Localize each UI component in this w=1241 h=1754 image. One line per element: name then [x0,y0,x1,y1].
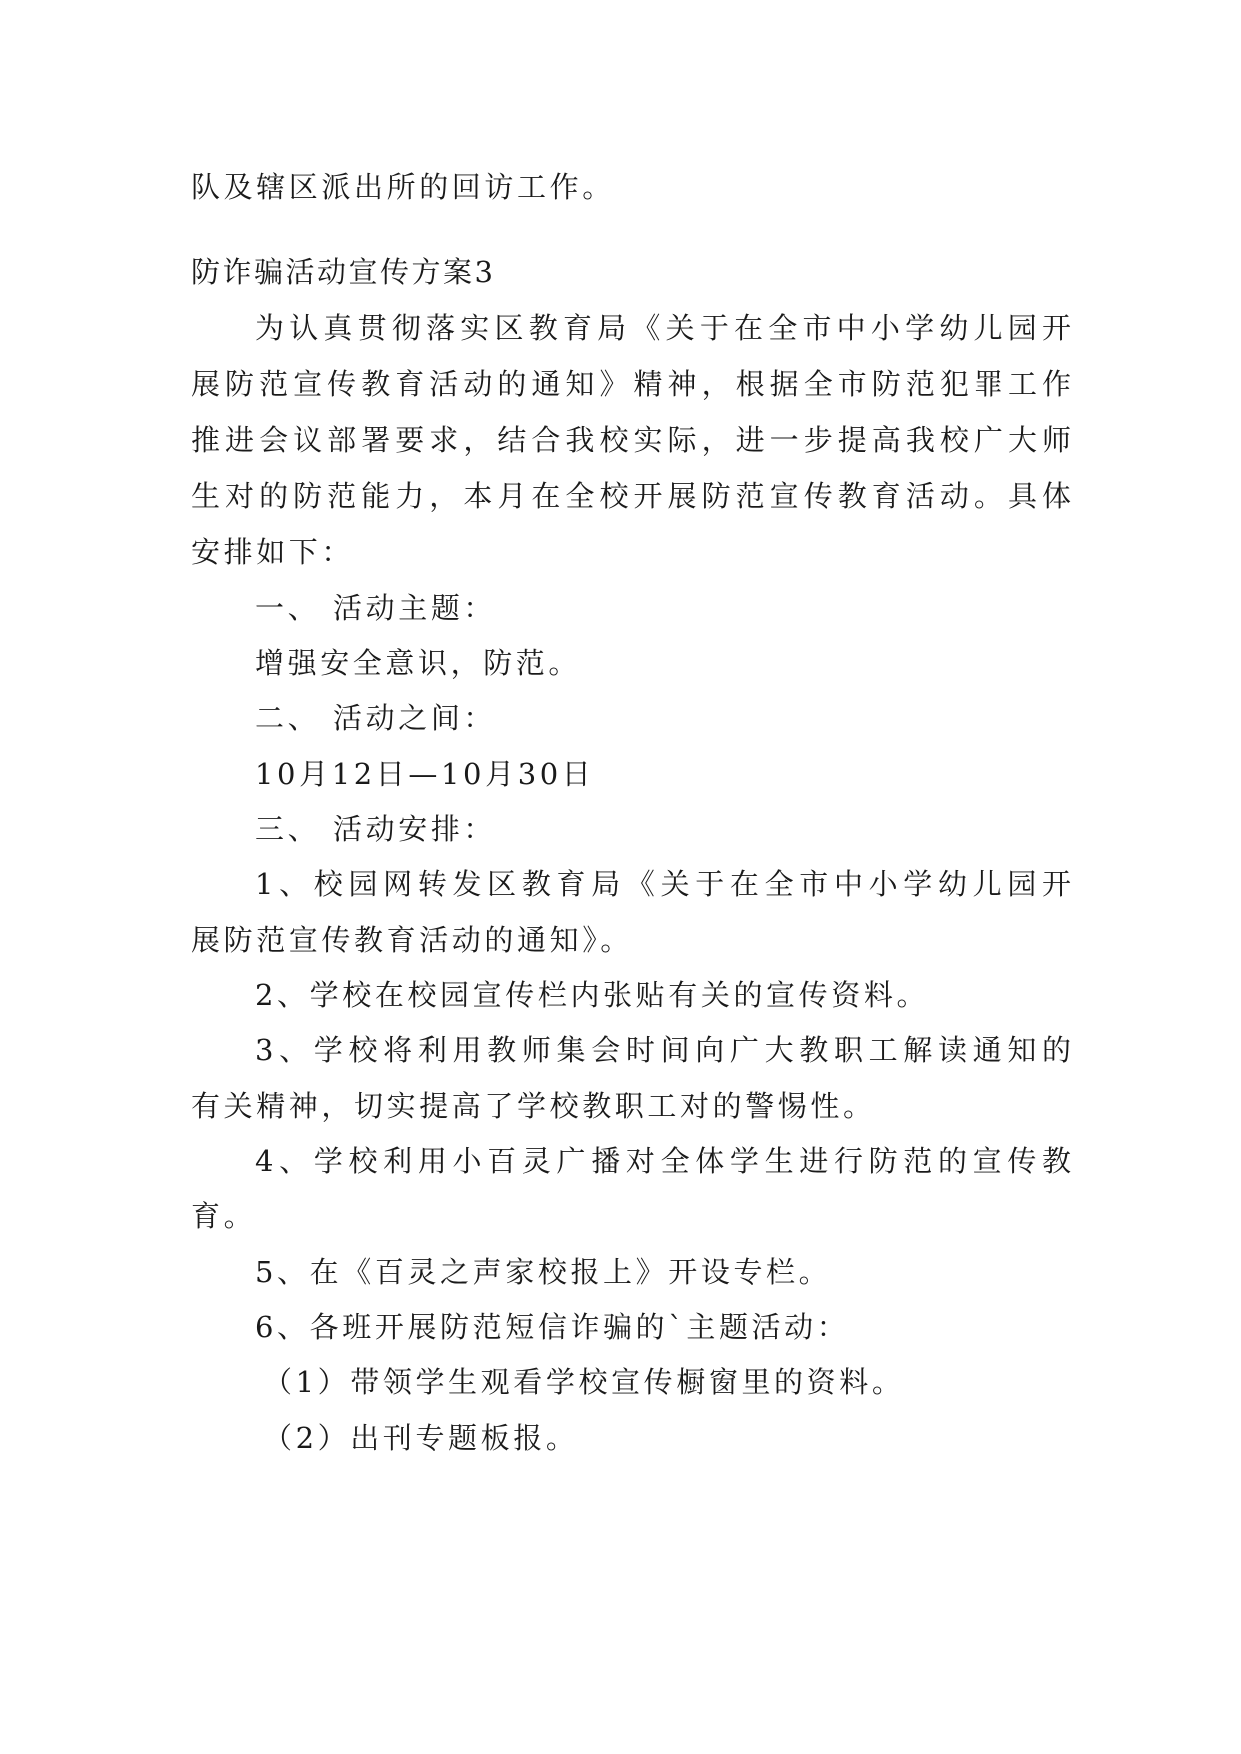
list-item: 2、学校在校园宣传栏内张贴有关的宣传资料。 [255,978,930,1012]
paragraph-line: 为认真贯彻落实区教育局《关于在全市中小学幼儿园开 [255,311,1071,345]
paragraph-line: 生对的防范能力，本月在全校开展防范宣传教育活动。具体 [191,479,1071,513]
list-content: 增强安全意识，防范。 [255,646,582,680]
list-item-continued: 育。 [191,1199,257,1233]
list-heading: 二、 活动之间： [255,701,497,735]
list-item-continued: 有关精神，切实提高了学校教职工对的警惕性。 [191,1089,876,1123]
list-heading: 三、 活动安排： [255,812,497,846]
list-heading: 一、 活动主题： [255,591,497,625]
sub-list-item: （2）出刊专题板报。 [263,1421,579,1455]
list-item-continued: 展防范宣传教育活动的通知》。 [191,923,633,957]
paragraph-line: 展防范宣传教育活动的通知》精神，根据全市防范犯罪工作 [191,367,1071,401]
paragraph-line: 推进会议部署要求，结合我校实际，进一步提高我校广大师 [191,423,1071,457]
list-content: 10月12日—10月30日 [255,757,595,791]
list-item: 6、各班开展防范短信诈骗的`主题活动： [255,1310,850,1344]
paragraph-line: 安排如下： [191,535,355,569]
section-heading: 防诈骗活动宣传方案3 [191,255,496,289]
list-item: 4、学校利用小百灵广播对全体学生进行防范的宣传教 [255,1144,1071,1178]
sub-list-item: （1）带领学生观看学校宣传橱窗里的资料。 [263,1365,905,1399]
list-item: 1、校园网转发区教育局《关于在全市中小学幼儿园开 [255,867,1071,901]
list-item: 3、学校将利用教师集会时间向广大教职工解读通知的 [255,1033,1071,1067]
text-line: 队及辖区派出所的回访工作。 [191,170,615,204]
list-item: 5、在《百灵之声家校报上》开设专栏。 [255,1255,832,1289]
